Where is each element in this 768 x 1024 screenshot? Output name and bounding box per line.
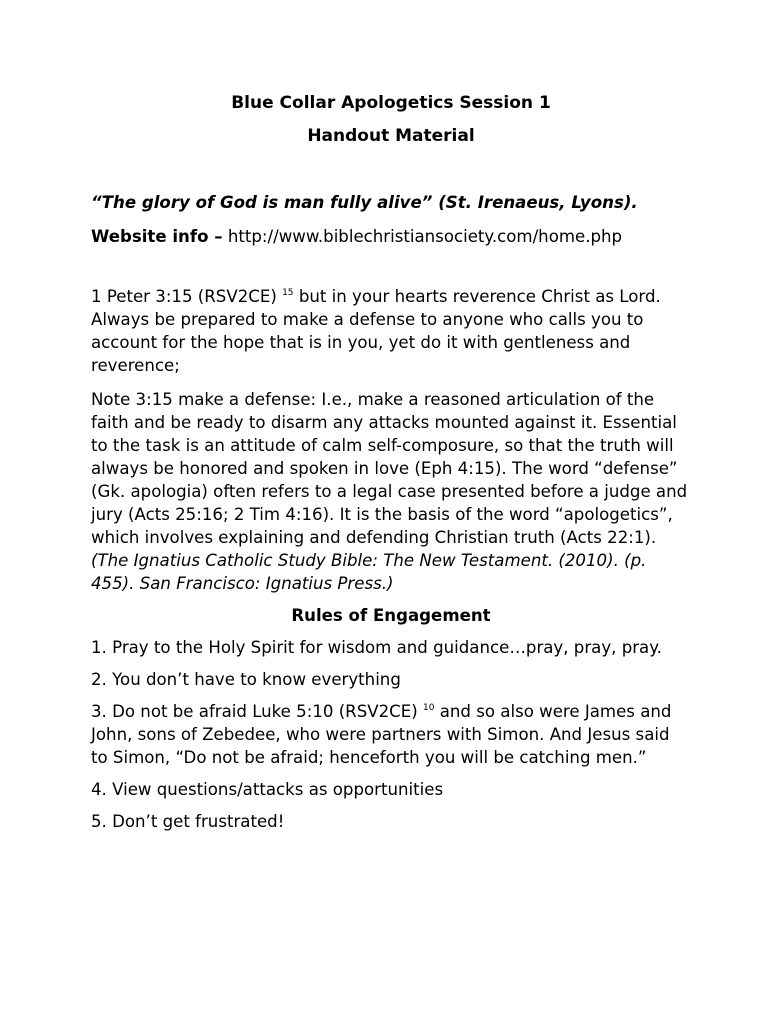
- rule-item-5: 5. Don’t get frustrated!: [91, 812, 285, 831]
- verse-reference: 1 Peter 3:15 (RSV2CE): [91, 287, 277, 306]
- verse-number: 15: [282, 288, 294, 298]
- document-title: Blue Collar Apologetics Session 1: [231, 93, 551, 113]
- verse-text: but in your hearts reverence Christ as Lord. Always be prepared to make a defense to anyone who calls you to account for the hope that is in you, yet do it with gentleness and reverence;: [91, 287, 661, 375]
- study-note: [91, 388, 691, 595]
- rule-item-4: 4. View questions/attacks as opportunities: [91, 780, 444, 799]
- opening-quote: “The glory of God is man fully alive” (St. Irenaeus, Lyons).: [91, 193, 638, 212]
- rule-3-text: and so also were James and John, sons of Zebedee, who were partners with Simon. And Jesus said to Simon, “Do not be afraid; henceforth you will be catching men.”: [91, 702, 672, 767]
- document-subtitle: Handout Material: [307, 126, 475, 146]
- rule-item-1: 1. Pray to the Holy Spirit for wisdom and guidance…pray, pray, pray.: [91, 638, 662, 657]
- rules-heading: Rules of Engagement: [291, 606, 491, 625]
- study-note-text: Note 3:15 make a defense: I.e., make a reasoned articulation of the faith and be ready to disarm any attacks mounted against it. Essential to the task is an attitude of calm self-composure, so that the truth will always be honored and spoken in love (Eph 4:15). The word “defense” (Gk. apologia) often refers to a legal case presented before a judge and jury (Acts 25:16; 2 Tim 4:16). It is the basis of the word “apologetics”, which involves explaining and defending Christian truth (Acts 22:1).: [91, 390, 688, 547]
- rule-3-verse-number: 10: [422, 703, 435, 713]
- document-body: [91, 92, 691, 833]
- rule-item-2: 2. You don’t have to know everything: [91, 670, 401, 689]
- verse-paragraph: [91, 285, 691, 377]
- website-info: [91, 225, 691, 248]
- website-url: http://www.biblechristiansociety.com/home.php: [227, 227, 623, 246]
- website-label: Website info –: [91, 227, 223, 246]
- rule-3-reference: 3. Do not be afraid Luke 5:10 (RSV2CE): [91, 702, 418, 721]
- study-note-citation: (The Ignatius Catholic Study Bible: The New Testament. (2010). (p. 455). San Francisco: Ignatius Press.): [91, 551, 647, 593]
- rule-item-3: [91, 700, 691, 769]
